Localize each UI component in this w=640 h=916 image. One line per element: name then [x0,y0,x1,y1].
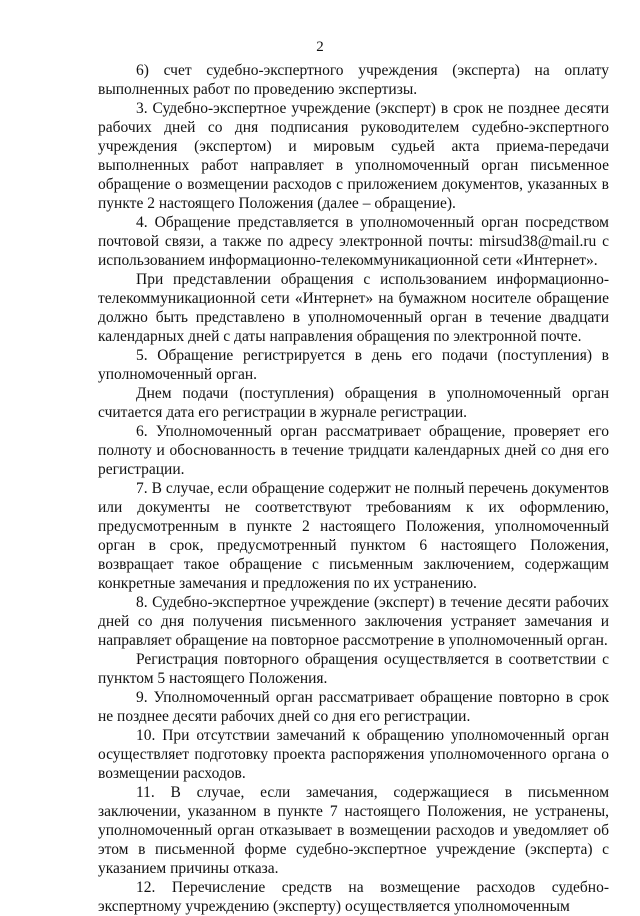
paragraph-clause-4-paper: При представлении обращения с использованием информационно-телекоммуникационной сети «Интернет» на бумажном носителе обращение должно быть представлено в уполномоченный орган в течение двадцати календарных дней с даты направления обращения по электронной почте. [98,271,609,345]
paragraph-clause-6: 6. Уполномоченный орган рассматривает обращение, проверяет его полноту и обоснованность в течение тридцати календарных дней со дня его регистрации. [98,423,609,478]
paragraph-clause-3: 3. Судебно-экспертное учреждение (эксперт) в срок не позднее десяти рабочих дней со дня подписания руководителем судебно-экспертного учреждения (экспертом) и мировым судьей акта приема-передачи выполненных работ направляет в уполномоченный орган письменное обращение о возмещении расходов с приложением документов, указанных в пункте 2 настоящего Положения (далее – обращение). [98,100,609,212]
paragraph-clause-7: 7. В случае, если обращение содержит не полный перечень документов или документы не соответствуют требованиям к их оформлению, предусмотренным в пункте 2 настоящего Положения, уполномоченный орган в срок, предусмотренный пунктом 6 настоящего Положения, возвращает такое обращение с письменным заключением, содержащим конкретные замечания и предложения по их устранению. [98,480,609,592]
paragraph-clause-5-date: Днем подачи (поступления) обращения в уполномоченный орган считается дата его регистрации в журнале регистрации. [98,385,609,421]
paragraph-clause-8-repeat: Регистрация повторного обращения осуществляется в соответствии с пунктом 5 настоящего Положения. [98,651,609,687]
paragraph-clause-11: 11. В случае, если замечания, содержащиеся в письменном заключении, указанном в пункте 7 настоящего Положения, не устранены, уполномоченный орган отказывает в возмещении расходов и уведомляет об этом в письменной форме судебно-экспертное учреждение (эксперта) с указанием причины отказа. [98,784,609,877]
paragraph-clause-10: 10. При отсутствии замечаний к обращению уполномоченный орган осуществляет подготовку проекта распоряжения уполномоченного органа о возмещении расходов. [98,727,609,782]
paragraph-item-6-invoice: 6) счет судебно-экспертного учреждения (эксперта) на оплату выполненных работ по проведению экспертизы. [98,62,609,98]
paragraph-clause-5: 5. Обращение регистрируется в день его подачи (поступления) в уполномоченный орган. [98,347,609,383]
paragraph-clause-12: 12. Перечисление средств на возмещение расходов судебно-экспертному учреждению (эксперту) осуществляется уполномоченным [98,879,609,915]
page-number: 2 [316,39,324,55]
document-body [98,61,609,916]
paragraph-clause-4: 4. Обращение представляется в уполномоченный орган посредством почтовой связи, а также по адресу электронной почты: mirsud38@mail.ru с использованием информационно-телекоммуникационной сети «Интернет». [98,214,609,269]
paragraph-clause-8: 8. Судебно-экспертное учреждение (эксперт) в течение десяти рабочих дней со дня получения письменного заключения устраняет замечания и направляет обращение на повторное рассмотрение в уполномоченный орган. [98,594,609,649]
paragraph-clause-9: 9. Уполномоченный орган рассматривает обращение повторно в срок не позднее десяти рабочих дней со дня его регистрации. [98,689,609,725]
